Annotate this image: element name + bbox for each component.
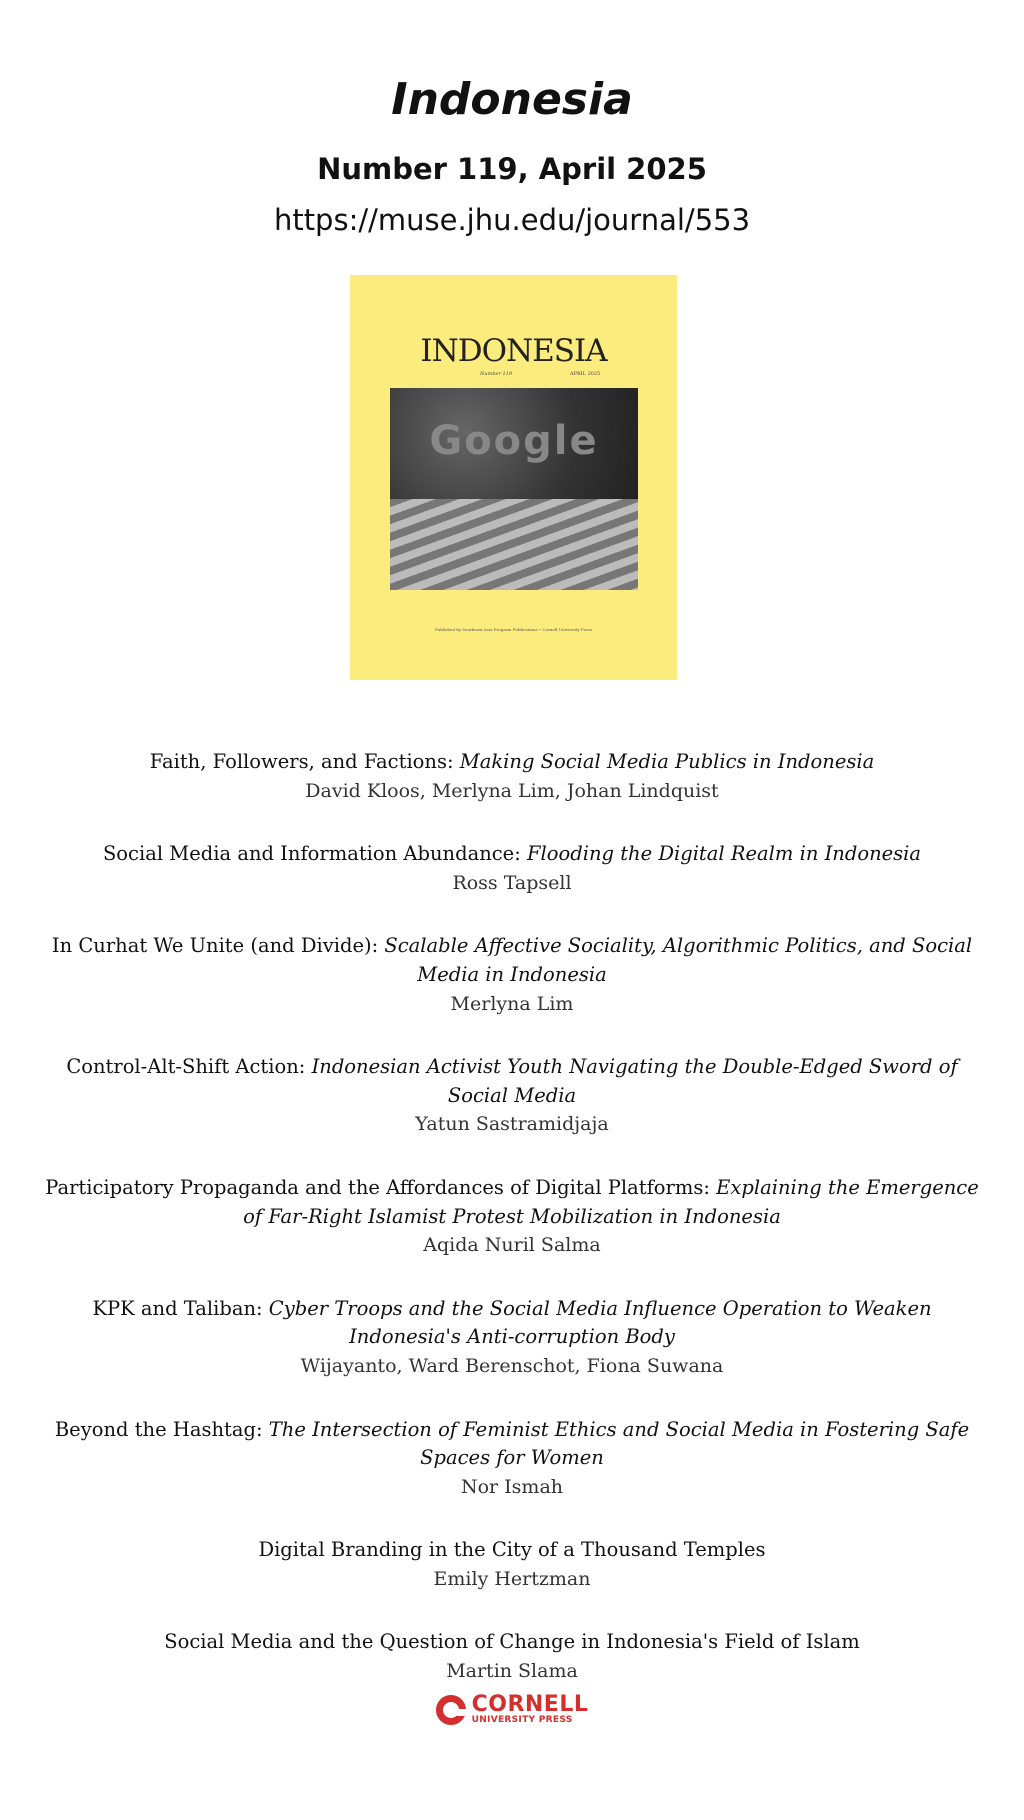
article-authors: Merlyna Lim — [450, 992, 574, 1015]
article-title[interactable]: Faith, Followers, and Factions: — [149, 750, 454, 773]
cover-footer: Published by Southeast Asia Program Publications • Cornell University Press — [434, 627, 592, 632]
article-title-line — [40, 1295, 984, 1352]
article-item[interactable] — [40, 1053, 984, 1139]
article-title-line — [40, 840, 984, 869]
article-authors: Nor Ismah — [460, 1475, 564, 1498]
cover-title: INDONESIA — [420, 333, 607, 369]
article-subtitle: Making Social Media Publics in Indonesia — [459, 750, 875, 773]
article-item[interactable] — [40, 1416, 984, 1502]
article-title-line — [40, 1536, 984, 1565]
article-item[interactable] — [40, 1536, 984, 1593]
article-title-line — [40, 1053, 984, 1110]
article-authors: Yatun Sastramidjaja — [415, 1113, 609, 1136]
logo-line2: UNIVERSITY PRESS — [471, 1715, 573, 1725]
article-title[interactable]: Social Media and the Question of Change in Indonesia's Field of Islam — [164, 1630, 860, 1654]
article-subtitle: The Intersection of Feminist Ethics and Social Media in Fostering Safe Spaces for Women — [268, 1417, 970, 1470]
cover-number: Number 119 — [480, 371, 513, 377]
article-subtitle: Flooding the Digital Realm in Indonesia — [527, 842, 922, 866]
article-title[interactable]: KPK and Taliban: — [92, 1296, 263, 1320]
article-item[interactable] — [40, 748, 984, 805]
cornell-c-icon — [436, 1695, 466, 1725]
article-subtitle: Scalable Affective Sociality, Algorithmic Politics, and Social Media in Indonesia — [384, 934, 973, 986]
article-title[interactable]: Beyond the Hashtag: — [54, 1417, 263, 1441]
article-item[interactable] — [40, 840, 984, 897]
article-authors: Martin Slama — [446, 1660, 578, 1683]
journal-title: Indonesia — [391, 74, 633, 125]
article-authors: Emily Hertzman — [433, 1567, 591, 1590]
article-subtitle: Cyber Troops and the Social Media Influence Operation to Weaken Indonesia's Anti-corruption Body — [268, 1296, 932, 1349]
cover-image — [350, 275, 677, 680]
article-title[interactable]: Social Media and Information Abundance: — [102, 842, 521, 866]
article-title[interactable]: Digital Branding in the City of a Thousand Temples — [258, 1538, 766, 1562]
issue-info: Number 119, April 2025 — [317, 152, 707, 186]
article-item[interactable] — [40, 1174, 984, 1260]
article-subtitle: Explaining the Emergence of Far-Right Islamist Protest Mobilization in Indonesia — [243, 1175, 979, 1228]
table-of-contents — [40, 748, 984, 1721]
article-title-line — [40, 1174, 984, 1231]
article-item[interactable] — [40, 1628, 984, 1685]
article-authors: Ross Tapsell — [452, 871, 572, 894]
article-item[interactable] — [40, 1295, 984, 1381]
cornell-university-press-logo — [0, 1694, 1024, 1725]
logo-line1: CORNELL — [471, 1692, 589, 1717]
article-subtitle: Indonesian Activist Youth Navigating the Double-Edged Sword of Social Media — [311, 1055, 958, 1107]
cover-photo-sign: Google — [429, 418, 599, 464]
article-title[interactable]: In Curhat We Unite (and Divide): — [51, 934, 379, 958]
cover-date: APRIL 2025 — [570, 371, 601, 377]
article-authors: David Kloos, Merlyna Lim, Johan Lindquist — [305, 779, 719, 802]
cover-photo — [390, 388, 638, 590]
article-authors: Aqida Nuril Salma — [423, 1234, 601, 1257]
article-authors: Wijayanto, Ward Berenschot, Fiona Suwana — [300, 1354, 724, 1377]
article-title-line — [40, 1416, 984, 1473]
journal-url[interactable]: https://muse.jhu.edu/journal/553 — [273, 203, 751, 237]
article-title[interactable]: Control-Alt-Shift Action: — [66, 1055, 306, 1079]
article-item[interactable] — [40, 932, 984, 1018]
article-title-line — [40, 748, 984, 777]
article-title[interactable]: Participatory Propaganda and the Affordances of Digital Platforms: — [45, 1175, 710, 1199]
article-title-line — [40, 932, 984, 989]
article-title-line — [40, 1628, 984, 1657]
